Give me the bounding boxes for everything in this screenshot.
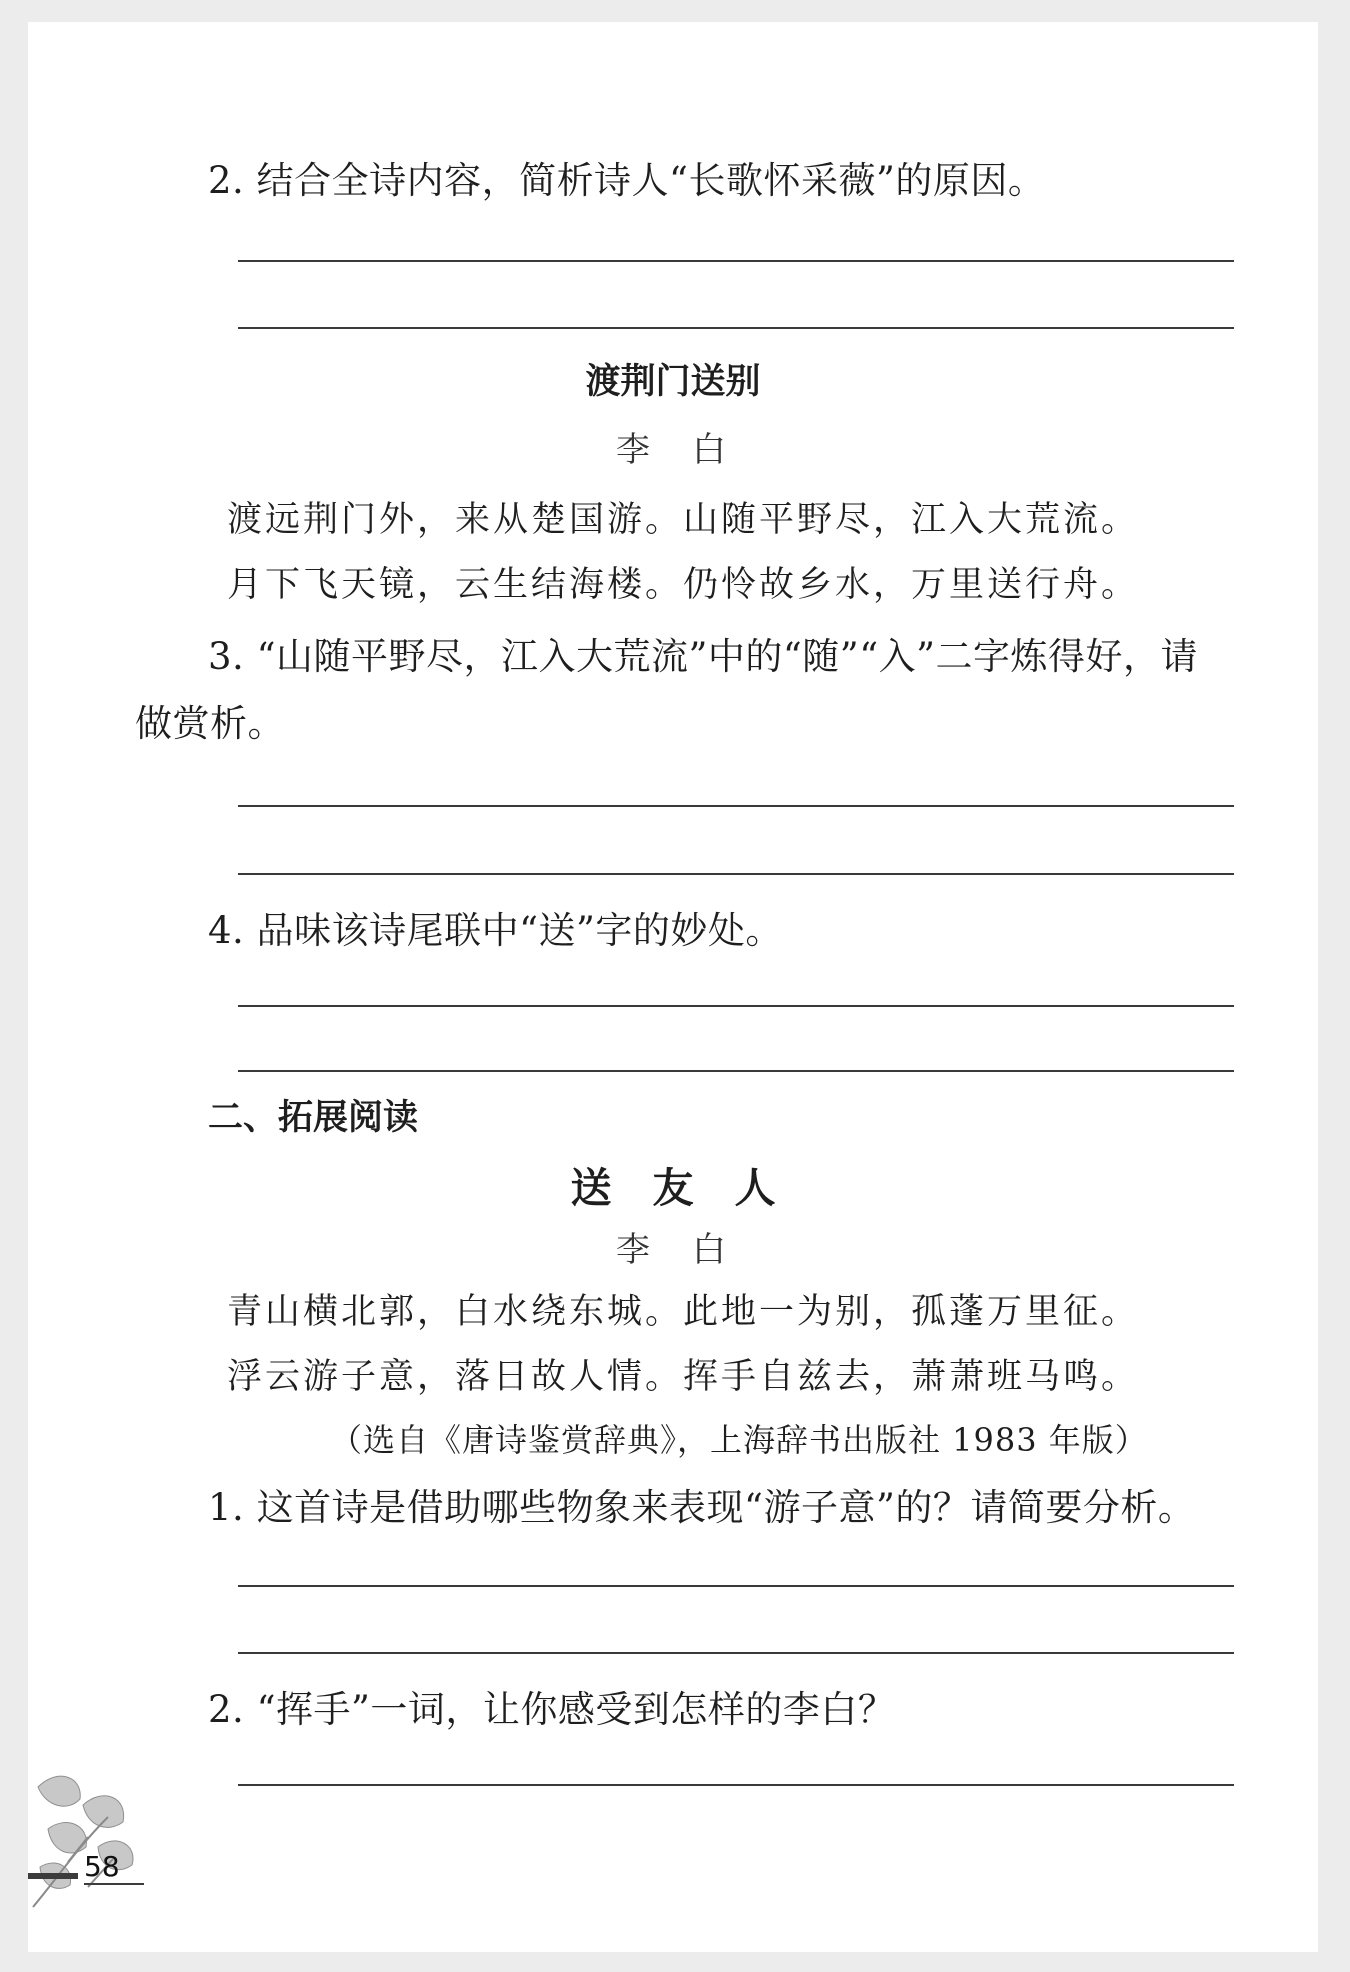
answer-line[interactable] (238, 327, 1234, 329)
question-4: 4. 品味该诗尾联中“送”字的妙处。 (208, 909, 783, 952)
poem2-source: （选自《唐诗鉴赏辞典》，上海辞书出版社 1983 年版） (330, 1421, 1148, 1459)
poem1-author: 李 白 (616, 430, 730, 470)
poem1-line-1: 渡远荆门外，来从楚国游。山随平野尽，江入大荒流。 (227, 500, 1140, 540)
poem1-title: 渡荆门送别 (585, 362, 761, 402)
leaf-branch-icon (28, 1767, 153, 1917)
section-2-question-2: 2. “挥手”一词，让你感受到怎样的李白？ (208, 1688, 896, 1731)
poem1-line-2: 月下飞天镜，云生结海楼。仍怜故乡水，万里送行舟。 (227, 565, 1140, 605)
poem2-line-2: 浮云游子意，落日故人情。挥手自兹去，萧萧班马鸣。 (227, 1357, 1140, 1397)
answer-line[interactable] (238, 873, 1234, 875)
page-number-bar (28, 1873, 78, 1879)
question-3-line-2: 做赏析。 (135, 702, 285, 745)
worksheet-page (28, 22, 1318, 1952)
answer-line[interactable] (238, 1585, 1234, 1587)
answer-line[interactable] (238, 1005, 1234, 1007)
poem2-line-1: 青山横北郭，白水绕东城。此地一为别，孤蓬万里征。 (227, 1292, 1140, 1332)
answer-line[interactable] (238, 805, 1234, 807)
question-3-line-1: 3. “山随平野尽，江入大荒流”中的“随”“入”二字炼得好，请 (208, 635, 1199, 678)
answer-line[interactable] (238, 1784, 1234, 1786)
page-number-underline (84, 1883, 144, 1885)
page-number: 58 (84, 1850, 120, 1883)
answer-line[interactable] (238, 260, 1234, 262)
answer-line[interactable] (238, 1070, 1234, 1072)
section-2-heading: 二、拓展阅读 (208, 1098, 419, 1138)
section-2-question-1: 1. 这首诗是借助哪些物象来表现“游子意”的？请简要分析。 (208, 1486, 1196, 1529)
poem2-author: 李 白 (616, 1230, 730, 1270)
question-2-prev: 2. 结合全诗内容，简析诗人“长歌怀采薇”的原因。 (208, 159, 1046, 202)
poem2-title: 送 友 人 (570, 1164, 776, 1212)
answer-line[interactable] (238, 1652, 1234, 1654)
